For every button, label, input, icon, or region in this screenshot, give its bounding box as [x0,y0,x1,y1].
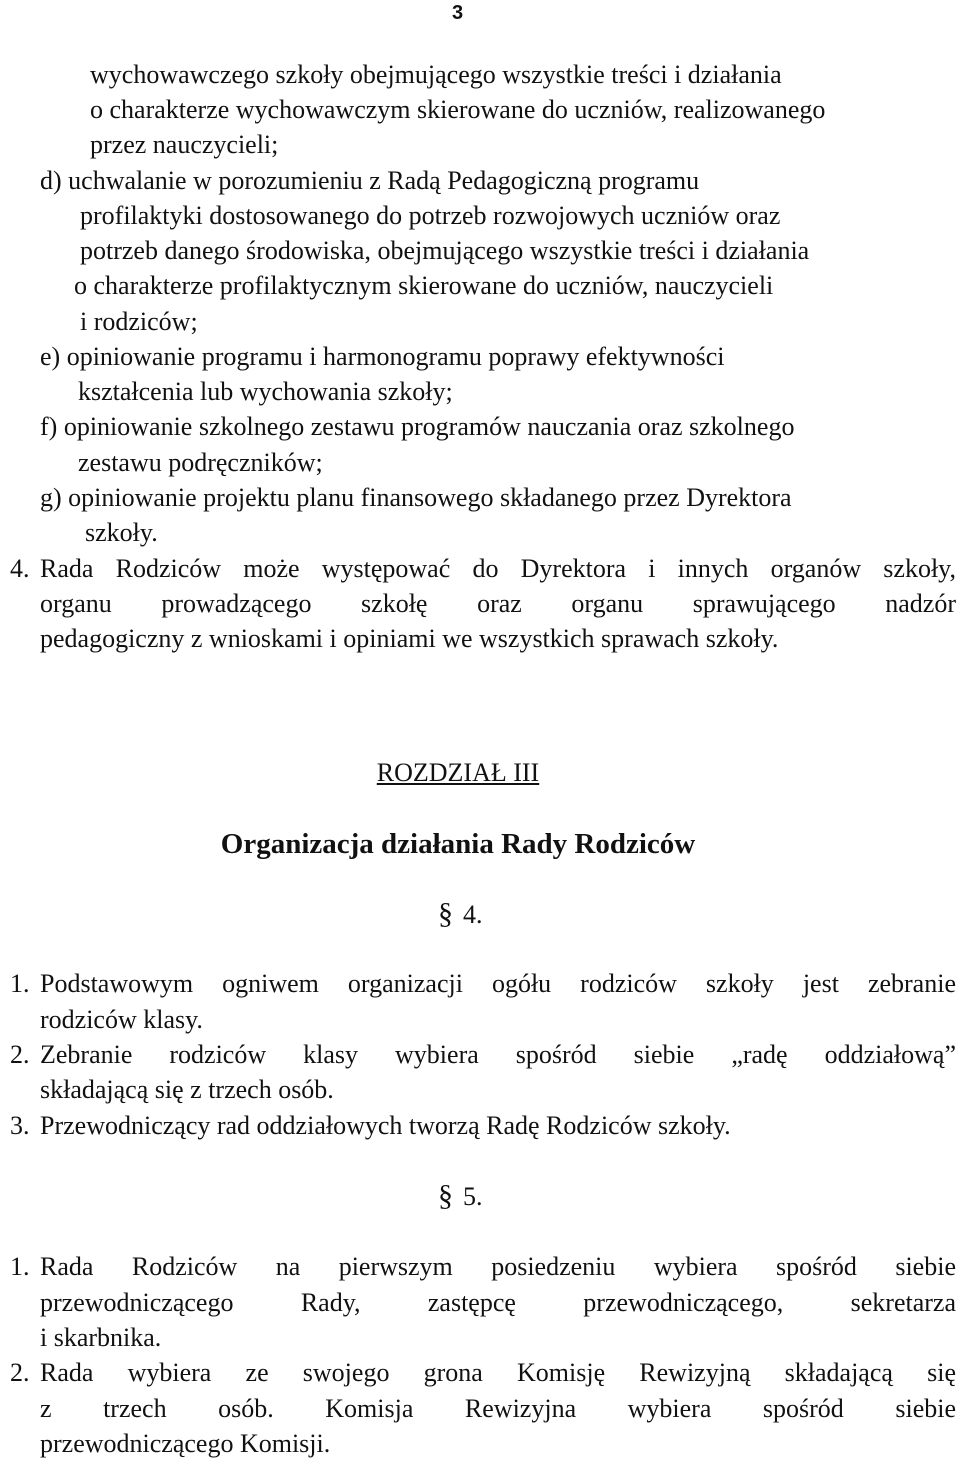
chapter-title: Organizacja działania Rady Rodziców [220,828,696,860]
text-line: Rada Rodziców może występować do Dyrektora i innych organów szkoły, [40,554,956,583]
section-number: 4. [463,900,483,929]
item-number: 2. [10,1040,30,1069]
text-line: profilaktyki dostosowanego do potrzeb rozwojowych uczniów oraz [80,201,781,230]
text-line: Rada Rodziców na pierwszym posiedzeniu wybiera spośród siebie [40,1252,956,1281]
section-symbol: § [438,1179,453,1212]
text-line: o charakterze profilaktycznym skierowane do uczniów, nauczycieli [74,271,774,300]
list-item-g: g) opiniowanie projektu planu finansowego składanego przez Dyrektora [40,483,792,512]
section-symbol: § [438,897,453,930]
text-line: zestawu podręczników; [78,448,323,477]
page-number: 3 [452,2,464,24]
item-number: 1. [10,1252,30,1281]
text-line: rodziców klasy. [40,1005,203,1034]
text-line: organu prowadzącego szkołę oraz organu sprawującego nadzór [40,589,956,618]
text-line: i skarbnika. [40,1323,162,1352]
item-number: 1. [10,969,30,998]
text-line: przewodniczącego Rady, zastępcę przewodniczącego, sekretarza [40,1288,956,1317]
text-line: Zebranie rodziców klasy wybiera spośród siebie „radę oddziałową” [40,1040,956,1069]
text-line: składającą się z trzech osób. [40,1075,334,1104]
text-line: i rodziców; [80,307,198,336]
text-line: Przewodniczący rad oddziałowych tworzą Radę Rodziców szkoły. [40,1111,731,1140]
text-line: pedagogiczny z wnioskami i opiniami we wszystkich sprawach szkoły. [40,624,779,653]
text-line: szkoły. [85,518,158,547]
section-number: 5. [463,1182,483,1211]
text-line: o charakterze wychowawczym skierowane do uczniów, realizowanego [90,95,826,124]
text-line: z trzech osób. Komisja Rewizyjna wybiera spośród siebie [40,1394,956,1423]
text-line: kształcenia lub wychowania szkoły; [78,377,453,406]
item-number: 3. [10,1111,30,1140]
text-line: przez nauczycieli; [90,130,279,159]
list-item-d: d) uchwalanie w porozumieniu z Radą Pedagogiczną programu [40,166,700,195]
text-line: przewodniczącego Komisji. [40,1429,331,1458]
section-heading-4 [438,899,483,930]
list-item-f: f) opiniowanie szkolnego zestawu programów nauczania oraz szkolnego [40,412,795,441]
list-item-e: e) opiniowanie programu i harmonogramu poprawy efektywności [40,342,725,371]
text-line: potrzeb danego środowiska, obejmującego wszystkie treści i działania [80,236,810,265]
item-number: 4. [10,554,30,583]
item-number: 2. [10,1358,30,1387]
chapter-label: ROZDZIAŁ III [376,758,540,787]
section-heading-5 [438,1181,483,1212]
text-line: Rada wybiera ze swojego grona Komisję Rewizyjną składającą się [40,1358,956,1387]
text-line: Podstawowym ogniwem organizacji ogółu rodziców szkoły jest zebranie [40,969,956,998]
text-line: wychowawczego szkoły obejmującego wszystkie treści i działania [90,60,782,89]
